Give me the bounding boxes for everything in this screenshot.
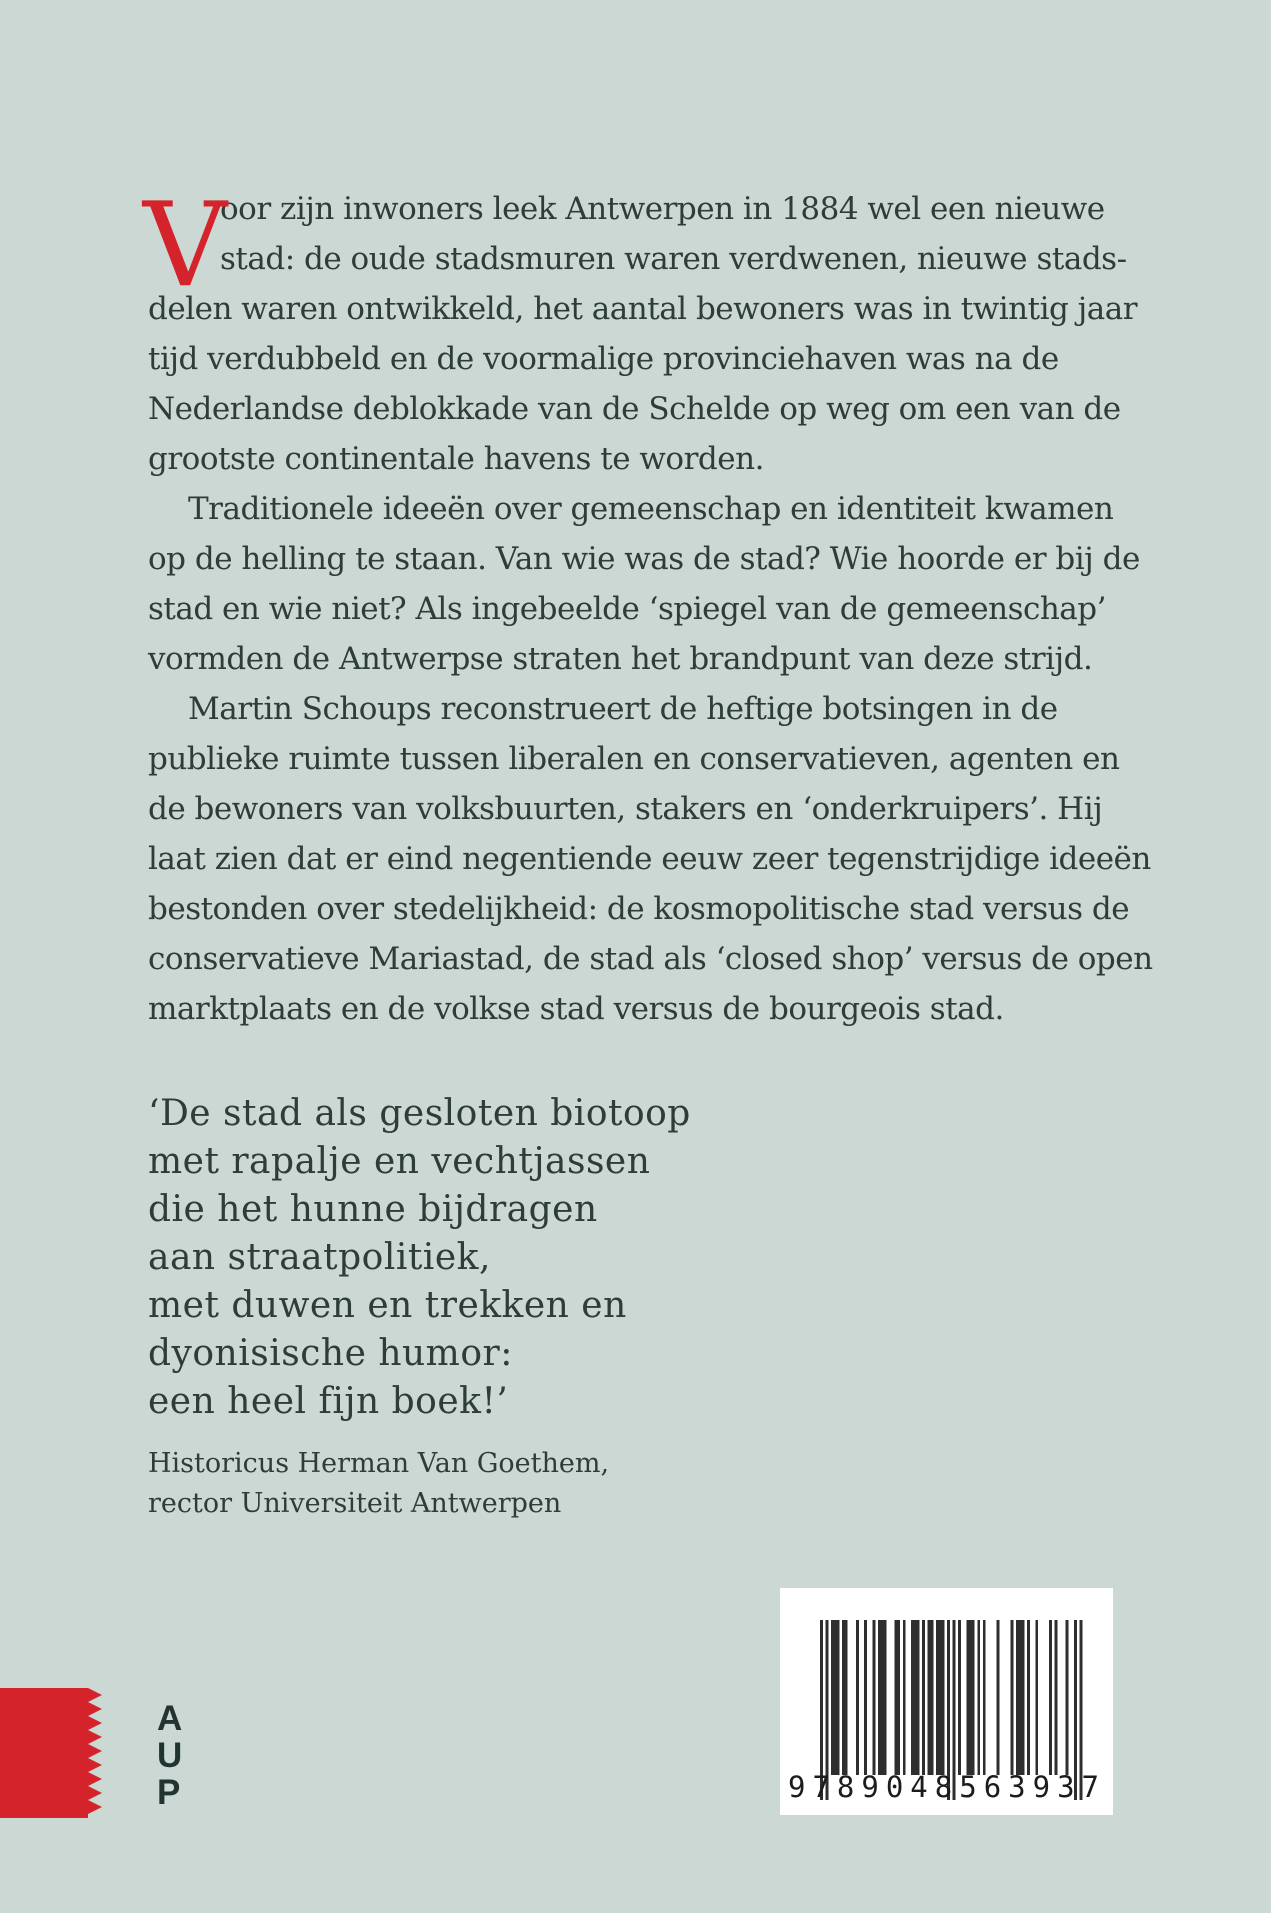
barcode xyxy=(780,1588,1113,1815)
body-line: stad: de oude stadsmuren waren verdwenen, nieuwe stads- xyxy=(220,241,1127,277)
body-line: laat zien dat er eind negentiende eeuw zeer tegenstrijdige ideeën xyxy=(148,841,1151,877)
body-line: Traditionele ideeën over gemeenschap en identiteit kwamen xyxy=(188,491,1114,527)
body-line: grootste continentale havens te worden. xyxy=(148,441,764,477)
aup-logo-letters xyxy=(157,1700,182,1811)
quote-attribution xyxy=(148,1444,1208,1524)
blurb-column xyxy=(143,178,1208,1524)
body-line: vormden de Antwerpse straten het brandpunt van deze strijd. xyxy=(148,641,1093,677)
quote-line: aan straatpolitiek, xyxy=(148,1237,491,1278)
body-line: Nederlandse deblokkade van de Schelde op weg om een van de xyxy=(148,391,1121,427)
body-line: de bewoners van volksbuurten, stakers en ‘onderkruipers’. Hij xyxy=(148,791,1103,827)
aup-letter: A xyxy=(157,1699,183,1738)
body-line: stad en wie niet? Als ingebeelde ‘spiegel van de gemeenschap’ xyxy=(148,591,1106,627)
attribution-line: Historicus Herman Van Goethem, xyxy=(148,1448,610,1479)
aup-logo-flag-icon xyxy=(0,1688,102,1818)
attribution-line: rector Universiteit Antwerpen xyxy=(148,1488,562,1519)
blurb-text xyxy=(143,178,1208,1034)
quote-line: met rapalje en vechtjassen xyxy=(148,1141,651,1182)
quote-line: met duwen en trekken en xyxy=(148,1285,627,1326)
body-line: oor zijn inwoners leek Antwerpen in 1884 wel een nieuwe xyxy=(220,191,1105,227)
isbn-right-group: 563937 xyxy=(959,1770,1106,1804)
body-line: publieke ruimte tussen liberalen en conservatieven, agenten en xyxy=(148,741,1120,777)
body-line: Martin Schoups reconstrueert de heftige botsingen in de xyxy=(188,691,1058,727)
body-line: op de helling te staan. Van wie was de stad? Wie hoorde er bij de xyxy=(148,541,1140,577)
quote-line: een heel fijn boek!’ xyxy=(148,1381,509,1422)
body-line: delen waren ontwikkeld, het aantal bewoners was in twintig jaar xyxy=(148,291,1138,327)
aup-letter: U xyxy=(157,1736,183,1775)
quote-line: dyonisische humor: xyxy=(148,1333,513,1374)
quote-line: ‘De stad als gesloten biotoop xyxy=(148,1093,691,1134)
body-line: conservatieve Mariastad, de stad als ‘closed shop’ versus de open xyxy=(148,941,1153,977)
dropcap-letter: V xyxy=(143,178,227,313)
body-line: marktplaats en de volkse stad versus de bourgeois stad. xyxy=(148,991,1004,1027)
isbn-check-digit: 9 xyxy=(788,1770,813,1804)
isbn-digits xyxy=(788,1770,1106,1804)
quote-line: die het hunne bijdragen xyxy=(148,1189,598,1230)
body-line: tijd verdubbeld en de voormalige provinciehaven was na de xyxy=(148,341,1059,377)
review-quote xyxy=(148,1090,1208,1426)
aup-letter: P xyxy=(157,1773,181,1812)
body-line: bestonden over stedelijkheid: de kosmopolitische stad versus de xyxy=(148,891,1130,927)
isbn-left-group: 789048 xyxy=(812,1770,960,1804)
